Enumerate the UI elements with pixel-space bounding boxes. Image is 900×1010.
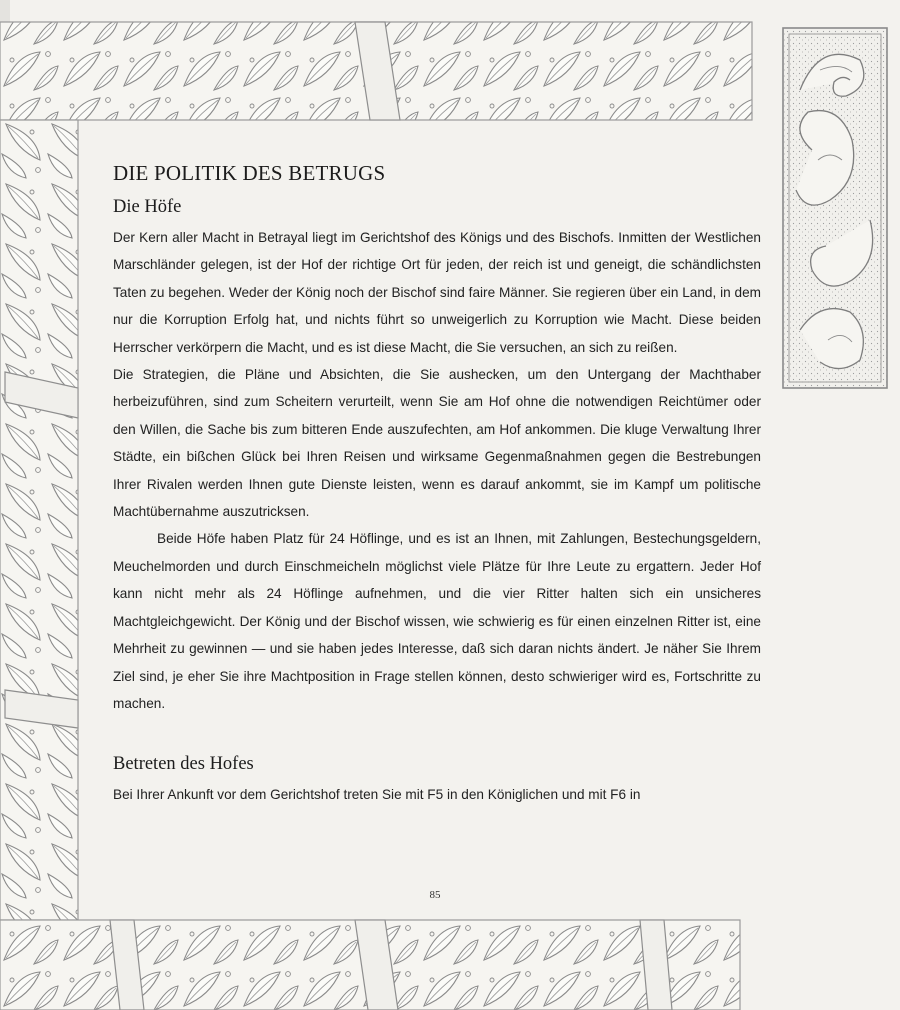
subsection-heading: Die Höfe [113, 197, 182, 217]
body-paragraph: Bei Ihrer Ankunft vor dem Gerichtshof treten Sie mit F5 in den Königlichen und mit F6 in [113, 787, 641, 803]
body-paragraph: Beide Höfe haben Platz für 24 Höflinge, und es ist an Ihnen, mit Zahlungen, Bestechungsgeldern, Meuchelmorden und durch Einschmeicheln möglichst viele Plätze für Ihre Leute zu ergattern. Jeder Hof kann nicht mehr als 24 Höflinge aufnehmen, und die vier Ritter halten sich ein unsicheres Machtgleichgewicht. Der König und der Bischof wissen, wie schwierig es für einen einzelnen Ritter ist, eine Mehrheit zu gewinnen — und sie haben jedes Interesse, daß sich daran nichts ändert. Je näher Sie Ihrem Ziel sind, je eher Sie ihre Machtposition in Frage stellen können, desto schwieriger wird es, Fortschritte zu machen. [113, 531, 761, 711]
body-paragraph: Die Strategien, die Pläne und Absichten, die Sie aushecken, um den Untergang der Machthaber herbeizuführen, sind zum Scheitern verurteilt, wenn Sie am Hof ohne die notwendigen Reichtümer oder den Willen, die Sache bis zum bitteren Ende auszufechten, am Hof ankommen. Die kluge Verwaltung Ihrer Städte, ein bißchen Glück bei Ihren Reisen und wirksame Gegenmaßnahmen gegen die Bestrebungen Ihrer Rivalen werden Ihnen gute Dienste leisten, wenn es darauf ankommt, sie im Kampf um politische Machtübernahme auszutricksen. [113, 367, 761, 520]
page-content [113, 160, 761, 809]
body-paragraph: Der Kern aller Macht in Betrayal liegt im Gerichtshof des Königs und des Bischofs. Inmitten der Westlichen Marschländer gelegen, ist der Hof der richtige Ort für jeden, der reich ist und geneigt, die schändlichsten Taten zu begehen. Weder der König noch der Bischof sind faire Männer. Sie regieren über ein Land, in dem nur die Korruption Erfolg hat, und nichts führt so unweigerlich zu Korruption wie Macht. Diese beiden Herrscher verkörpern die Macht, und es ist diese Macht, die Sie versuchen, an sich zu reißen. [113, 230, 761, 355]
page-number: 85 [429, 889, 441, 901]
chapter-title: DIE POLITIK DES BETRUGS [113, 161, 386, 185]
section-heading: Betreten des Hofes [113, 754, 254, 775]
